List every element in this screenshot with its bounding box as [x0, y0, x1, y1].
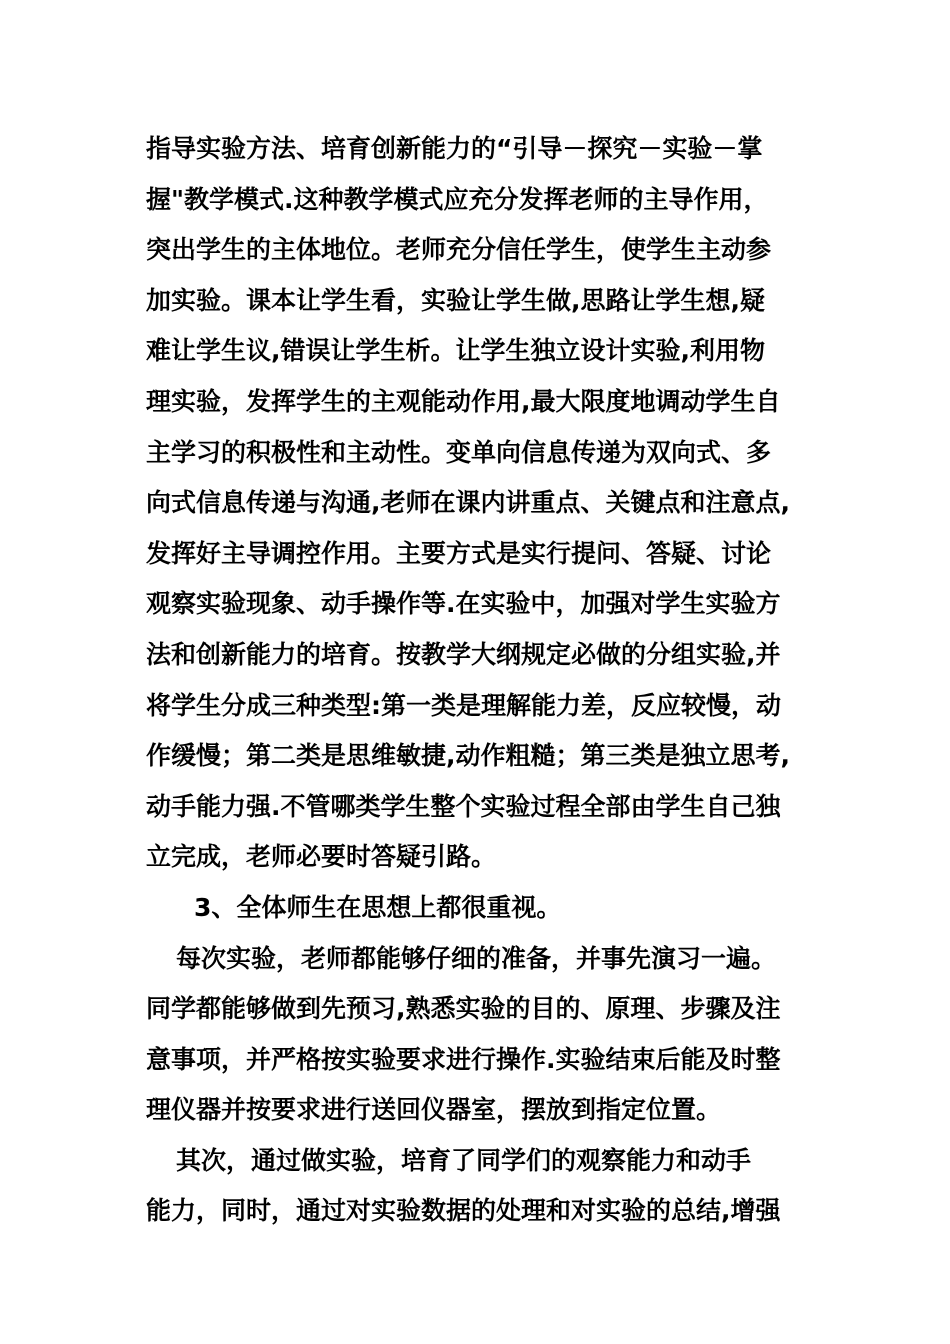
text-line: 突出学生的主体地位。老师充分信任学生，使学生主动参	[146, 235, 772, 265]
text-line: 法和创新能力的培育。按教学大纲规定必做的分组实验,并	[146, 639, 781, 669]
text-line: 动手能力强.不管哪类学生整个实验过程全部由学生自己独	[146, 791, 781, 821]
text-line: 加实验。课本让学生看，实验让学生做,思路让学生想,疑	[146, 285, 765, 315]
text-line: 难让学生议,错误让学生析。让学生独立设计实验,利用物	[146, 336, 765, 366]
text-line: 将学生分成三种类型:第一类是理解能力差，反应较慢，动	[146, 690, 781, 720]
text-line: 其次，通过做实验，培育了同学们的观察能力和动手	[176, 1145, 752, 1175]
body-text	[146, 124, 836, 1237]
text-line: 意事项，并严格按实验要求进行操作.实验结束后能及时整	[146, 1044, 781, 1074]
text-line: 每次实验，老师都能够仔细的准备，并事先演习一遍。	[176, 943, 777, 973]
text-line: 理仪器并按要求进行送回仪器室，摆放到指定位置。	[146, 1095, 722, 1125]
text-line: 理实验，发挥学生的主观能动作用,最大限度地调动学生自	[146, 386, 781, 416]
text-line: 发挥好主导调控作用。主要方式是实行提问、答疑、讨论	[146, 538, 772, 568]
text-line: 握"教学模式.这种教学模式应充分发挥老师的主导作用，	[146, 184, 769, 214]
text-line: 主学习的积极性和主动性。变单向信息传递为双向式、多	[146, 437, 772, 467]
text-line: 观察实验现象、动手操作等.在实验中，加强对学生实验方	[146, 589, 781, 619]
text-line: 向式信息传递与沟通,老师在课内讲重点、关键点和注意点,	[146, 488, 790, 518]
text-line: 能力，同时，通过对实验数据的处理和对实验的总结,增强	[146, 1196, 781, 1226]
section-heading: 3、全体师生在思想上都很重视。	[194, 892, 562, 922]
text-line: 同学都能够做到先预习,熟悉实验的目的、原理、步骤及注	[146, 994, 781, 1024]
text-line: 指导实验方法、培育创新能力的“引导－探究－实验－掌	[146, 134, 763, 163]
text-line: 立完成，老师必要时答疑引路。	[146, 842, 497, 872]
text-line: 作缓慢；第二类是思维敏捷,动作粗糙；第三类是独立思考,	[146, 741, 790, 771]
